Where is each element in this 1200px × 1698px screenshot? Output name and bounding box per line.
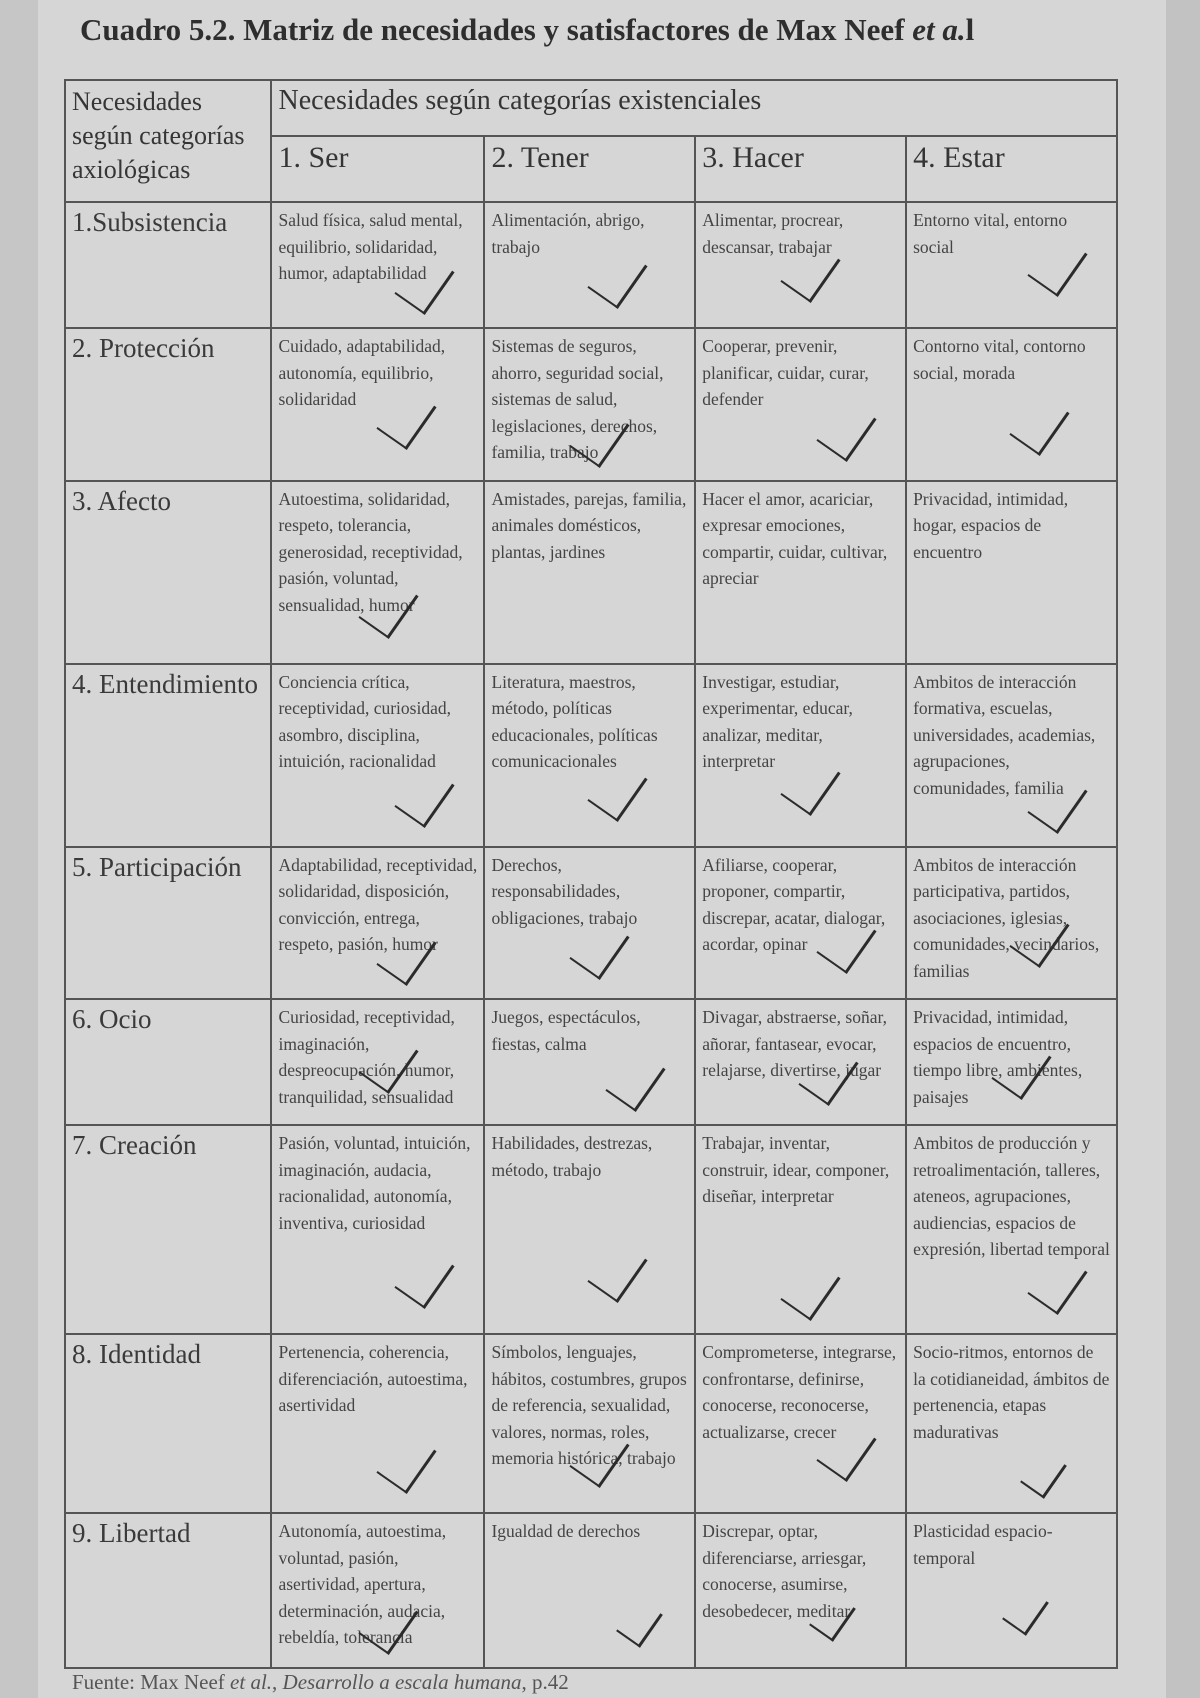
need-category-label: 4. Entendimiento: [65, 664, 271, 847]
satisfier-cell-estar: [906, 847, 1117, 999]
handwritten-check-icon: [817, 398, 877, 462]
handwritten-check-icon: [395, 1246, 455, 1310]
handwritten-check-icon: [395, 764, 455, 828]
satisfier-text: Discrepar, optar, diferenciarse, arriesgar, conocerse, asumirse, desobedecer, meditar: [702, 1521, 867, 1621]
table-row: [65, 202, 1117, 328]
need-category-label: 3. Afecto: [65, 481, 271, 664]
satisfier-cell-hacer: [695, 1125, 906, 1334]
satisfier-text: Socio-ritmos, entornos de la cotidianeidad, ámbitos de pertenencia, etapas madurativas: [913, 1342, 1110, 1442]
caption-italic: et a.: [912, 12, 966, 47]
satisfier-text: Símbolos, lenguajes, hábitos, costumbres, grupos de referencia, sexualidad, valores, normas, roles, memoria histórica, trabajo: [491, 1342, 687, 1469]
satisfier-cell-hacer: [695, 847, 906, 999]
table-row: [65, 1334, 1117, 1513]
source-note: [72, 1670, 569, 1695]
source-page: , p.42: [521, 1670, 569, 1694]
satisfier-cell-ser: [271, 999, 484, 1125]
satisfier-text: Sistemas de seguros, ahorro, seguridad social, sistemas de salud, legislaciones, derechos, familia, trabajo: [491, 336, 664, 463]
table-row: [65, 847, 1117, 999]
satisfier-text: Adaptabilidad, receptividad, solidaridad, disposición, convicción, entrega, respeto, pasión, humor: [278, 854, 478, 955]
caption-suffix: l: [965, 12, 975, 47]
column-header-tener: 2. Tener: [484, 136, 695, 202]
scan-right-edge: [1166, 0, 1200, 1698]
handwritten-check-icon: [1002, 1586, 1049, 1635]
satisfier-text: Ambitos de interacción participativa, partidos, asociaciones, iglesias, comunidades, vecindarios, familias: [913, 854, 1100, 981]
handwritten-check-icon: [588, 245, 648, 309]
source-prefix: Fuente: Max Neef: [72, 1670, 231, 1694]
corner-header: Necesidades según categorías axiológicas: [65, 80, 271, 202]
satisfier-text: Literatura, maestros, método, políticas educacionales, políticas comunicacionales: [491, 671, 658, 772]
satisfier-cell-ser: [271, 1513, 484, 1668]
satisfier-cell-ser: [271, 664, 484, 847]
satisfier-text: Investigar, estudiar, experimentar, educar, analizar, meditar, interpretar: [702, 671, 853, 772]
satisfier-text: Curiosidad, receptividad, imaginación, despreocupación, humor, tranquilidad, sensualidad: [278, 1007, 455, 1107]
satisfier-text: Derechos, responsabilidades, obligaciones, trabajo: [491, 854, 638, 928]
satisfier-cell-hacer: [695, 1513, 906, 1668]
satisfier-text: Entorno vital, entorno social: [913, 210, 1068, 257]
satisfier-text: Salud física, salud mental, equilibrio, solidaridad, humor, adaptabilidad: [278, 210, 463, 283]
need-category-label: 5. Participación: [65, 847, 271, 999]
handwritten-check-icon: [1009, 392, 1069, 456]
table-row: [65, 481, 1117, 664]
need-category-label: 9. Libertad: [65, 1513, 271, 1668]
satisfier-cell-hacer: [695, 328, 906, 480]
satisfier-cell-estar: [906, 664, 1117, 847]
table-row: [65, 328, 1117, 480]
handwritten-check-icon: [781, 752, 841, 816]
satisfier-text: Hacer el amor, acariciar, expresar emociones, compartir, cuidar, cultivar, apreciar: [702, 488, 888, 589]
source-etal: et al.: [230, 1670, 273, 1694]
satisfier-cell-hacer: [695, 1334, 906, 1513]
satisfier-cell-hacer: [695, 999, 906, 1125]
need-category-label: 7. Creación: [65, 1125, 271, 1334]
satisfier-cell-estar: [906, 1125, 1117, 1334]
table-row: [65, 1125, 1117, 1334]
satisfier-text: Pasión, voluntad, intuición, imaginación, audacia, racionalidad, autonomía, inventiva, curiosidad: [278, 1133, 471, 1233]
table-row: [65, 999, 1117, 1125]
satisfier-cell-tener: [484, 1513, 695, 1668]
table-row: [65, 1513, 1117, 1668]
need-category-label: 1.Subsistencia: [65, 202, 271, 328]
satisfier-cell-hacer: [695, 481, 906, 664]
needs-matrix-table: [64, 79, 1118, 1669]
handwritten-check-icon: [1020, 1450, 1067, 1499]
column-header-ser: 1. Ser: [271, 136, 484, 202]
satisfier-text: Contorno vital, contorno social, morada: [913, 336, 1086, 383]
satisfier-cell-tener: [484, 664, 695, 847]
satisfier-cell-estar: [906, 999, 1117, 1125]
satisfier-text: Ambitos de interacción formativa, escuelas, universidades, academias, agrupaciones, comunidades, familia: [913, 671, 1096, 798]
column-header-estar: 4. Estar: [906, 136, 1117, 202]
satisfier-text: Plasticidad espacio-temporal: [913, 1521, 1053, 1568]
satisfier-text: Cooperar, prevenir, planificar, cuidar, curar, defender: [702, 336, 869, 410]
need-category-label: 6. Ocio: [65, 999, 271, 1125]
need-category-label: 2. Protección: [65, 328, 271, 480]
satisfier-cell-estar: [906, 328, 1117, 480]
satisfier-text: Igualdad de derechos: [491, 1521, 641, 1542]
handwritten-check-icon: [377, 1430, 437, 1494]
satisfier-text: Divagar, abstraerse, soñar, añorar, fantasear, evocar, relajarse, divertirse, jugar: [702, 1007, 887, 1080]
satisfier-cell-estar: [906, 1513, 1117, 1668]
satisfier-text: Juegos, espectáculos, fiestas, calma: [491, 1007, 641, 1054]
satisfier-cell-tener: [484, 847, 695, 999]
satisfier-cell-tener: [484, 328, 695, 480]
satisfier-cell-tener: [484, 999, 695, 1125]
satisfier-text: Comprometerse, integrarse, confrontarse, definirse, conocerse, reconocerse, actualizarse, crecer: [702, 1342, 897, 1442]
handwritten-check-icon: [588, 1240, 648, 1304]
satisfier-text: Pertenencia, coherencia, diferenciación, autoestima, asertividad: [278, 1342, 468, 1416]
satisfier-text: Conciencia crítica, receptividad, curiosidad, asombro, disciplina, intuición, racionalidad: [278, 671, 451, 772]
satisfier-cell-ser: [271, 481, 484, 664]
satisfier-text: Trabajar, inventar, construir, idear, componer, diseñar, interpretar: [702, 1133, 890, 1207]
handwritten-check-icon: [1027, 233, 1087, 297]
handwritten-check-icon: [809, 1592, 856, 1641]
satisfier-cell-tener: [484, 1125, 695, 1334]
handwritten-check-icon: [395, 251, 455, 315]
satisfier-text: Amistades, parejas, familia, animales domésticos, plantas, jardines: [491, 488, 687, 562]
satisfier-text: Privacidad, intimidad, espacios de encuentro, tiempo libre, ambientes, paisajes: [913, 1007, 1083, 1107]
existential-group-header: Necesidades según categorías existenciales: [271, 80, 1117, 136]
column-header-hacer: 3. Hacer: [695, 136, 906, 202]
satisfier-cell-ser: [271, 202, 484, 328]
handwritten-check-icon: [606, 1048, 666, 1112]
handwritten-check-icon: [1027, 1252, 1087, 1316]
handwritten-check-icon: [781, 1258, 841, 1322]
satisfier-text: Alimentación, abrigo, trabajo: [491, 210, 645, 257]
satisfier-text: Privacidad, intimidad, hogar, espacios de encuentro: [913, 488, 1069, 562]
handwritten-check-icon: [616, 1598, 663, 1647]
need-category-label: 8. Identidad: [65, 1334, 271, 1513]
satisfier-cell-tener: [484, 202, 695, 328]
satisfier-cell-tener: [484, 481, 695, 664]
satisfier-text: Autonomía, autoestima, voluntad, pasión, asertividad, apertura, determinación, audacia, rebeldía, tolerancia: [278, 1521, 447, 1648]
table-row: [65, 664, 1117, 847]
satisfier-cell-hacer: [695, 202, 906, 328]
handwritten-check-icon: [377, 386, 437, 450]
source-book-title: Desarrollo a escala humana: [282, 1670, 522, 1694]
satisfier-cell-ser: [271, 1334, 484, 1513]
satisfier-cell-estar: [906, 1334, 1117, 1513]
satisfier-text: Afiliarse, cooperar, proponer, compartir, discrepar, acatar, dialogar, acordar, opinar: [702, 854, 886, 955]
satisfier-text: Alimentar, procrear, descansar, trabajar: [702, 210, 844, 257]
satisfier-cell-tener: [484, 1334, 695, 1513]
caption-text: Cuadro 5.2. Matriz de necesidades y satisfactores de Max Neef: [80, 12, 913, 47]
satisfier-text: Ambitos de producción y retroalimentación, talleres, ateneos, agrupaciones, audiencias, espacios de expresión, libertad temporal: [913, 1133, 1110, 1260]
satisfier-cell-ser: [271, 847, 484, 999]
table-caption: [80, 12, 974, 48]
satisfier-cell-estar: [906, 481, 1117, 664]
satisfier-cell-estar: [906, 202, 1117, 328]
satisfier-cell-ser: [271, 328, 484, 480]
source-middle: ,: [272, 1670, 283, 1694]
scan-left-edge: [0, 0, 38, 1698]
satisfier-cell-hacer: [695, 664, 906, 847]
satisfier-text: Cuidado, adaptabilidad, autonomía, equilibrio, solidaridad: [278, 336, 446, 410]
satisfier-cell-ser: [271, 1125, 484, 1334]
handwritten-check-icon: [377, 922, 437, 986]
satisfier-text: Autoestima, solidaridad, respeto, tolerancia, generosidad, receptividad, pasión, voluntad, sensualidad, humor: [278, 488, 463, 615]
satisfier-text: Habilidades, destrezas, método, trabajo: [491, 1133, 653, 1180]
